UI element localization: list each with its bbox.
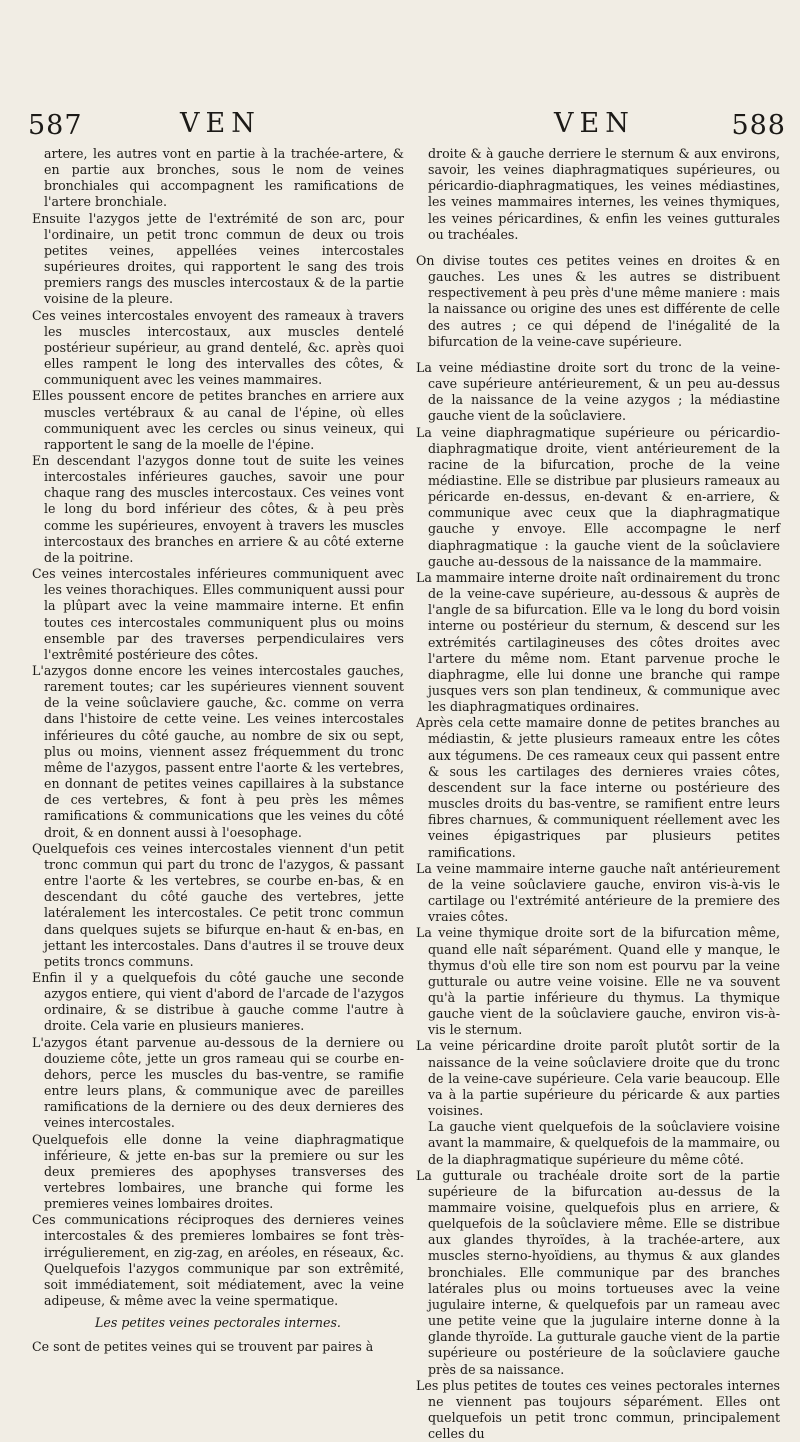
left-running-title: VEN (180, 108, 261, 139)
running-header (28, 108, 786, 144)
paragraph: La gutturale ou trachéale droite sort de la partie supérieure de la bifurcation au-dessus de la mammaire voisine, quelquefois plus en arriere, & quelquefois de la soûclaviere même. Elle se distribue aux glandes thyroïdes, à la trachée-artere, aux muscles sterno-hyoïdiens, au thymus & aux glandes bronchiales. Elle communique par des branches latérales plus ou moins tortueuses avec la veine jugulaire interne, & quelquefois par un rameau avec une petite veine que la jugulaire interne donne à la glande thyroïde. La gutturale gauche vient de la partie supérieure ou postérieure de la soûclaviere gauche près de sa naissance. (416, 1167, 780, 1377)
paragraph: Ce sont de petites veines qui se trouvent par paires à (32, 1339, 374, 1355)
paragraph: La mammaire interne droite naît ordinairement du tronc de la veine-cave supérieure, au-dessous & auprès de l'angle de sa bifurcation. Elle va le long du bord voisin interne ou postérieur du sternum, & descend sur les extrémités cartilagineuses des côtes droites avec l'artere du même nom. Etant parvenue proche le diaphragme, elle lui donne une branche qui rampe jusques vers son plan tendineux, & communique avec les diaphragmatiques ordinaires. (416, 569, 780, 715)
paragraph: Elles poussent encore de petites branches en arriere aux muscles vertébraux & au canal de l'épine, où elles communiquent avec les cercles ou sinus veineux, qui rapportent le sang de la moelle de l'épine. (32, 388, 404, 452)
paragraph: La veine mammaire interne gauche naît antérieurement de la veine soûclaviere gauche, environ vis-à-vis le cartilage ou l'extrémité antérieure de la premiere des vraies côtes. (416, 860, 780, 925)
paragraph: Ces communications réciproques des dernieres veines intercostales & des premieres lombaires se font très-irrégulierement, en zig-zag, en aréoles, en réseaux, &c. Quelquefois l'azygos communique par son extrêmité, soit immédiatement, soit médiatement, avec la veine adipeuse, & même avec la veine spermatique. (32, 1212, 404, 1309)
paragraph: Après cela cette mamaire donne de petites branches au médiastin, & jette plusieurs rameaux entre les côtes aux tégumens. De ces rameaux ceux qui passent entre & sous les cartilages des dernieres vraies côtes, descendent sur la face interne ou postérieure des muscles droits du bas-ventre, se ramifient entre leurs fibres charnues, & communiquent réellement avec les veines épigastriques par plusieurs petites ramifications. (416, 715, 780, 860)
paragraph: droite & à gauche derriere le sternum & aux environs, savoir, les veines diaphragmatiques supérieures, ou péricardio-diaphragmatiques, les veines médiastines, les veines mammaires internes, les veines thymiques, les veines péricardines, & enfin les veines gutturales ou trachéales. (428, 146, 780, 242)
paragraph: Les plus petites de toutes ces veines pectorales internes ne viennent pas toujours séparément. Elles ont quelquefois un petit tronc commun, principalement celles du (416, 1377, 780, 1442)
left-column (32, 146, 404, 1356)
paragraph: L'azygos étant parvenue au-dessous de la derniere ou douzieme côte, jette un gros rameau qui se courbe en-dehors, perce les muscles du bas-ventre, se ramifie entre leurs plans, & communique avec de pareilles ramifications de la derniere ou des deux dernieres des veines intercostales. (32, 1034, 404, 1131)
right-page-number: 588 (731, 110, 786, 141)
right-column (416, 146, 780, 1442)
paragraph: La veine diaphragmatique supérieure ou péricardio-diaphragmatique droite, vient antérieurement de la racine de la bifurcation, proche de la veine médiastine. Elle se distribue par plusieurs rameaux au péricarde en-dessus, en-devant & en-arriere, & communique avec ceux que la diaphragmatique gauche y envoye. Elle accompagne le nerf diaphragmatique : la gauche vient de la soûclaviere gauche au-dessous de la naissance de la mammaire. (416, 424, 780, 569)
paragraph: La veine thymique droite sort de la bifurcation même, quand elle naît séparément. Quand elle y manque, le thymus d'où elle tire son nom est pourvu par la veine gutturale ou autre veine voisine. Elle ne va souvent qu'à la partie inférieure du thymus. La thymique gauche vient de la soûclaviere gauche, environ vis-à-vis le sternum. (416, 925, 780, 1038)
paragraph: L'azygos donne encore les veines intercostales gauches, rarement toutes; car les supérieures viennent souvent de la veine soûclaviere gauche, &c. comme on verra dans l'histoire de cette veine. Les veines intercostales inférieures du côté gauche, au nombre de six ou sept, plus ou moins, viennent assez fréquemment du tronc même de l'azygos, passent entre l'aorte & les vertebres, en donnant de petites veines capillaires à la substance de ces vertebres, & font à peu près les mêmes ramifications & communications que les veines du côté droit, & en donnent aussi à l'oesophage. (32, 663, 404, 840)
paragraph: Enfin il y a quelquefois du côté gauche une seconde azygos entiere, qui vient d'abord de l'arcade de l'azygos ordinaire, & se distribue à gauche comme l'autre à droite. Cela varie en plusieurs manieres. (32, 969, 404, 1034)
paragraph: Quelquefois ces veines intercostales viennent d'un petit tronc commun qui part du tronc de l'azygos, & passant entre l'aorte & les vertebres, se courbe en-bas, & en descendant du côté gauche des vertebres, jette latéralement les intercostales. Ce petit tronc commun dans quelques sujets se bifurque en-haut & en-bas, en jettant les intercostales. Dans d'autres il se trouve deux petits troncs communs. (32, 840, 404, 969)
section-title: Les petites veines pectorales internes. (95, 1315, 341, 1331)
paragraph: On divise toutes ces petites veines en droites & en gauches. Les unes & les autres se distribuent respectivement à peu près d'une même maniere : mais la naissance ou origine des unes est différente de celle des autres ; ce qui dépend de l'inégalité de la bifurcation de la veine-cave supérieure. (416, 252, 780, 349)
paragraph: Quelquefois elle donne la veine diaphragmatique inférieure, & jette en-bas sur la premiere ou sur les deux premieres des apophyses transverses des vertebres lombaires, une branche qui forme les premieres veines lombaires droites. (32, 1131, 404, 1212)
paragraph: La veine médiastine droite sort du tronc de la veine-cave supérieure antérieurement, & un peu au-dessus de la naissance de la veine azygos ; la médiastine gauche vient de la soûclaviere. (416, 359, 780, 424)
paragraph: La gauche vient quelquefois de la soûclaviere voisine avant la mammaire, & quelquefois de la mammaire, ou de la diaphragmatique supérieure du même côté. (428, 1119, 780, 1167)
right-running-title: VEN (554, 108, 635, 139)
paragraph: La veine péricardine droite paroît plutôt sortir de la naissance de la veine soûclaviere droite que du tronc de la veine-cave supérieure. Cela varie beaucoup. Elle va à la partie supérieure du péricarde & aux parties voisines. (416, 1038, 780, 1119)
paragraph: Ces veines intercostales inférieures communiquent avec les veines thorachiques. Elles communiquent aussi pour la plûpart avec la veine mammaire interne. Et enfin toutes ces intercostales communiquent plus ou moins ensemble par des traverses perpendiculaires vers l'extrêmité postérieure des côtes. (32, 566, 404, 662)
paragraph: En descendant l'azygos donne tout de suite les veines intercostales inférieures gauches, savoir une pour chaque rang des muscles intercostaux. Ces veines vont le long du bord inférieur des côtes, & à peu près comme les supérieures, envoyent à travers les muscles intercostaux des branches en arriere & au côté externe de la poitrine. (32, 452, 404, 565)
paragraph: Ensuite l'azygos jette de l'extrémité de son arc, pour l'ordinaire, un petit tronc commun de deux ou trois petites veines, appellées veines intercostales supérieures droites, qui rapportent le sang des trois premiers rangs des muscles intercostaux & de la partie voisine de la pleure. (32, 210, 404, 307)
paragraph: artere, les autres vont en partie à la trachée-artere, & en partie aux bronches, sous le nom de veines bronchiales qui accompagnent les ramifications de l'artere bronchiale. (44, 146, 404, 210)
left-page-number: 587 (28, 110, 83, 141)
paragraph: Ces veines intercostales envoyent des rameaux à travers les muscles intercostaux, aux muscles dentelé postérieur supérieur, au grand dentelé, &c. après quoi elles rampent le long des intervalles des côtes, & communiquent avec les veines mammaires. (32, 307, 404, 388)
